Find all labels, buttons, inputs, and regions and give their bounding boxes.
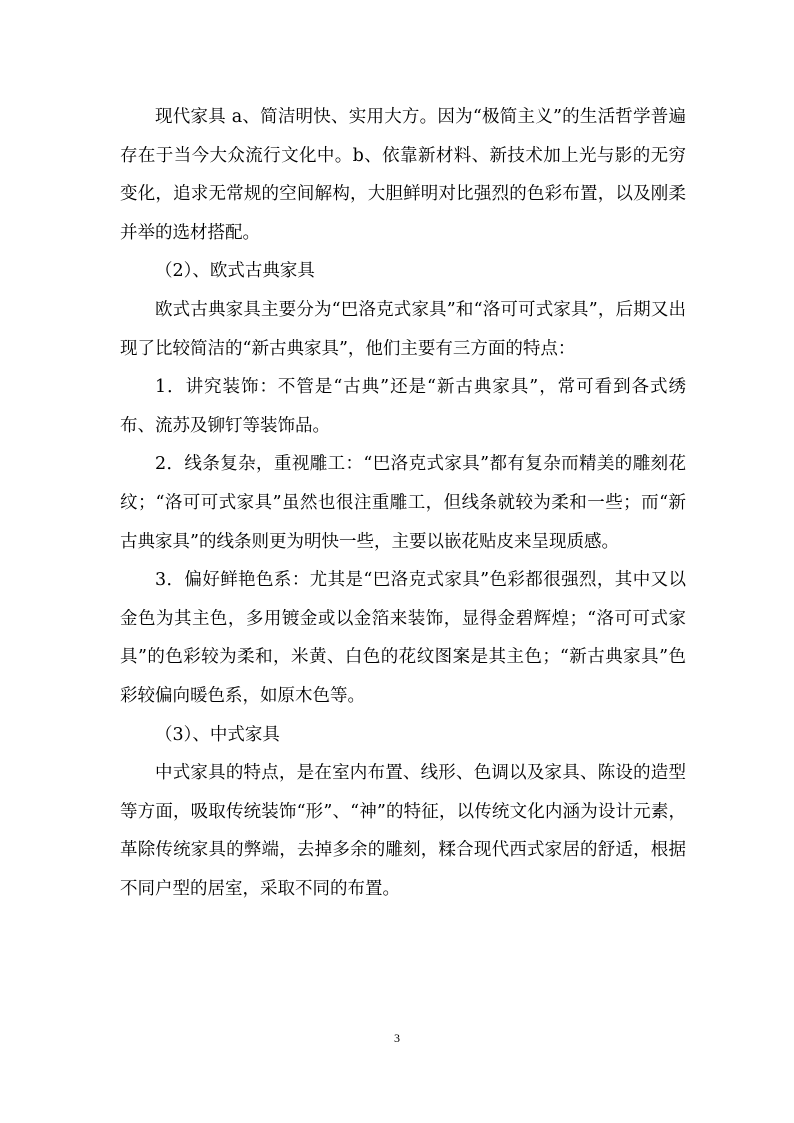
section-heading-european-classical: （2）、欧式古典家具 [155, 261, 315, 282]
document-body [120, 98, 686, 908]
paragraph-european-intro: 欧式古典家具主要分为“巴洛克式家具”和“洛可可式家具”，后期又出现了比较简洁的“新古典家具”，他们主要有三方面的特点： [120, 299, 686, 359]
paragraph-point-1-decoration: 1．讲究装饰：不管是“古典”还是“新古典家具”，常可看到各式绣布、流苏及铆钉等装饰品。 [120, 377, 686, 436]
page-number: 3 [394, 1031, 400, 1045]
paragraph-chinese-style: 中式家具的特点，是在室内布置、线形、色调以及家具、陈设的造型等方面，吸取传统装饰“形”、“神”的特征，以传统文化内涵为设计元素，革除传统家具的弊端，去掉多余的雕刻，糅合现代西式家居的舒适，根据不同户型的居室，采取不同的布置。 [120, 763, 686, 899]
paragraph-point-3-colors: 3．偏好鲜艳色系：尤其是“巴洛克式家具”色彩都很强烈，其中又以金色为其主色，多用镀金或以金箔来装饰，显得金碧辉煌；“洛可可式家具”的色彩较为柔和，米黄、白色的花纹图案是其主色；“新古典家具”色彩较偏向暖色系，如原木色等。 [120, 570, 686, 706]
paragraph-modern-furniture: 现代家具 a、简洁明快、实用大方。因为“极简主义”的生活哲学普遍存在于当今大众流行文化中。b、依靠新材料、新技术加上光与影的无穷变化，追求无常规的空间解构，大胆鲜明对比强烈的色彩布置，以及刚柔并举的选材搭配。 [120, 107, 686, 243]
paragraph-point-2-carving: 2．线条复杂，重视雕工：“巴洛克式家具”都有复杂而精美的雕刻花纹；“洛可可式家具”虽然也很注重雕工，但线条就较为柔和一些；而“新古典家具”的线条则更为明快一些，主要以嵌花贴皮来呈现质感。 [120, 454, 686, 552]
section-heading-chinese-style: （3）、中式家具 [155, 724, 280, 745]
